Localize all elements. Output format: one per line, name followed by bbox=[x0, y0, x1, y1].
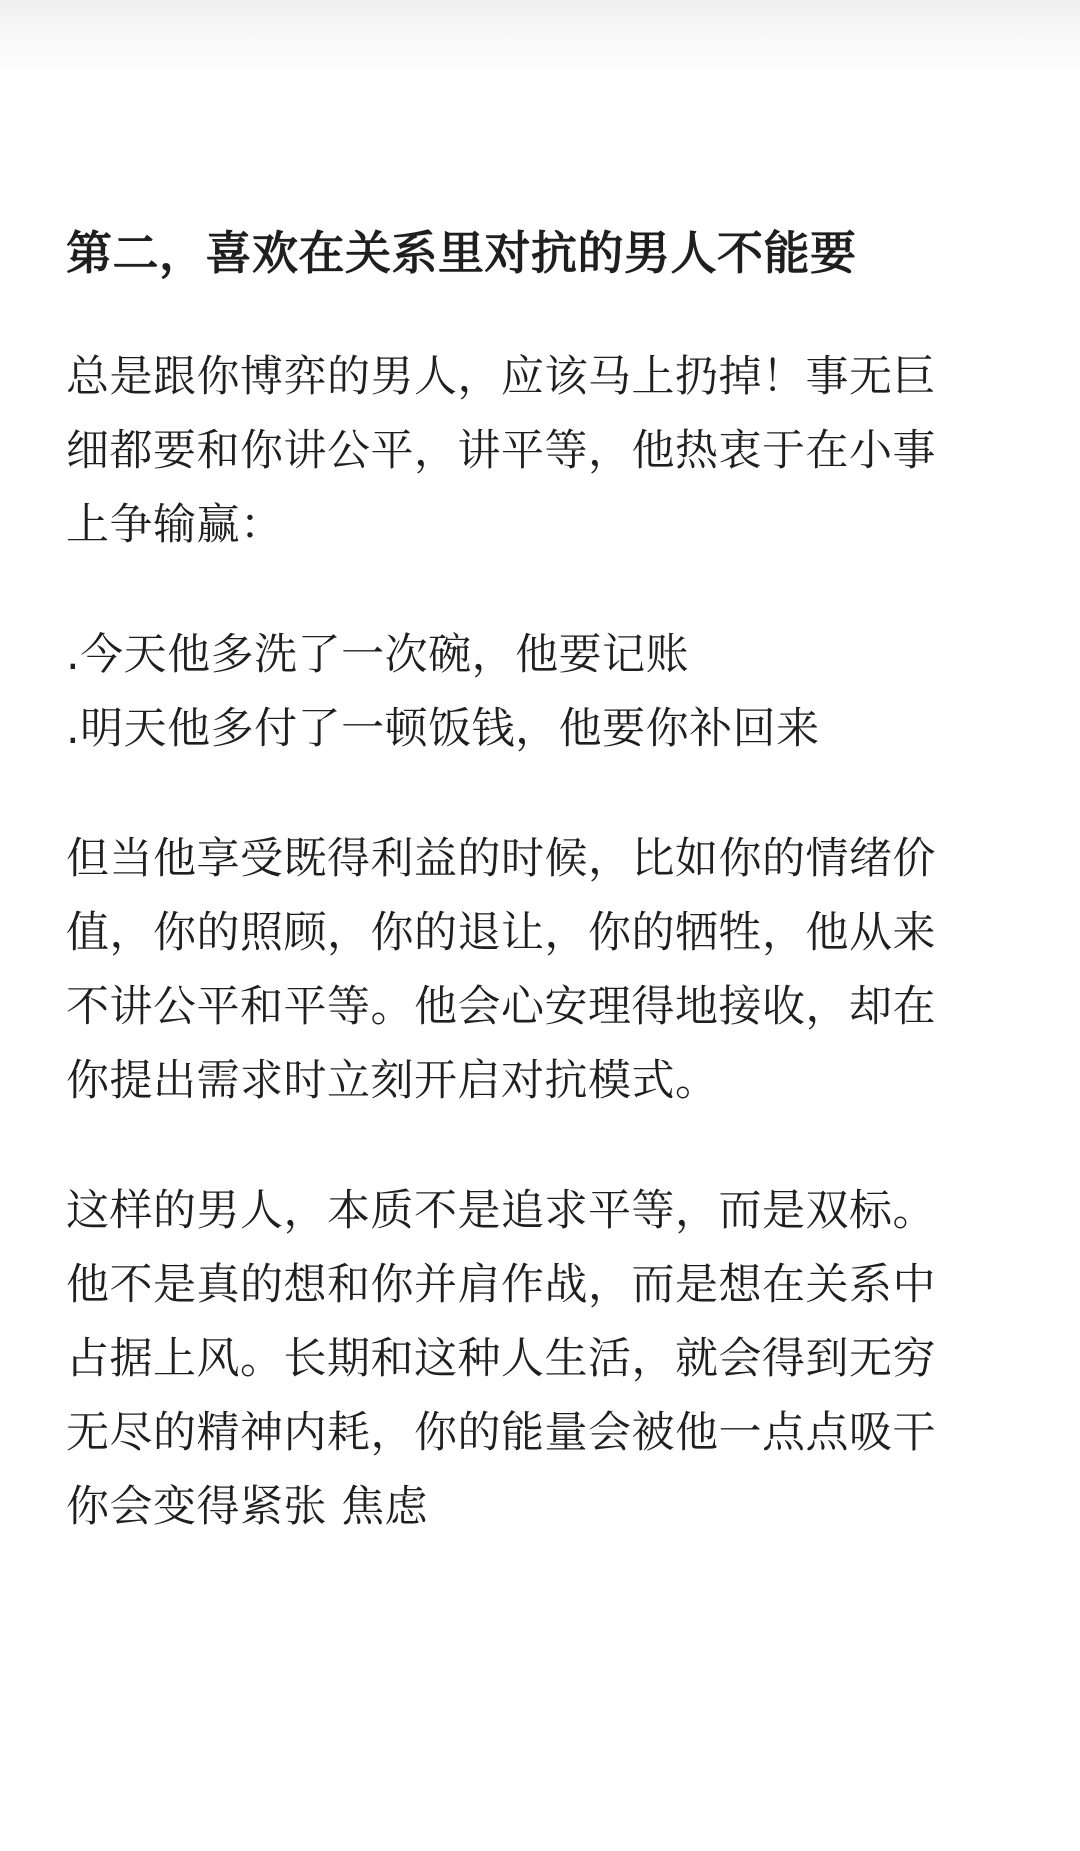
list-item: .明天他多付了一顿饭钱，他要你补回来 bbox=[66, 704, 820, 754]
paragraph-intro bbox=[66, 340, 1050, 562]
paragraph-line: 值，你的照顾，你的退让，你的牺牲，他从来 bbox=[66, 908, 936, 958]
paragraph-line: 总是跟你博弈的男人，应该马上扔掉！事无巨 bbox=[66, 352, 936, 402]
top-fade-background bbox=[0, 0, 1080, 80]
paragraph-line: 细都要和你讲公平，讲平等，他热衷于在小事 bbox=[66, 426, 936, 476]
paragraph-line: 你会变得紧张 焦虑 bbox=[66, 1482, 429, 1532]
paragraph-line: 这样的男人，本质不是追求平等，而是双标。 bbox=[66, 1186, 936, 1236]
article-body bbox=[66, 222, 1050, 1600]
paragraph-conclusion bbox=[66, 1174, 1050, 1544]
paragraph-line: 占据上风。长期和这种人生活，就会得到无穷 bbox=[66, 1334, 936, 1384]
paragraph-line: 你提出需求时立刻开启对抗模式。 bbox=[66, 1056, 719, 1106]
paragraph-examples bbox=[66, 618, 1050, 766]
paragraph-line: 不讲公平和平等。他会心安理得地接收，却在 bbox=[66, 982, 936, 1032]
paragraph-contrast bbox=[66, 822, 1050, 1118]
paragraph-line: 他不是真的想和你并肩作战，而是想在关系中 bbox=[66, 1260, 936, 1310]
paragraph-line: 无尽的精神内耗，你的能量会被他一点点吸干 bbox=[66, 1408, 936, 1458]
paragraph-line: 上争输赢： bbox=[66, 500, 284, 550]
paragraph-line: 但当他享受既得利益的时候，比如你的情绪价 bbox=[66, 834, 936, 884]
article-heading: 第二，喜欢在关系里对抗的男人不能要 bbox=[66, 226, 857, 280]
list-item: .今天他多洗了一次碗，他要记账 bbox=[66, 630, 690, 680]
